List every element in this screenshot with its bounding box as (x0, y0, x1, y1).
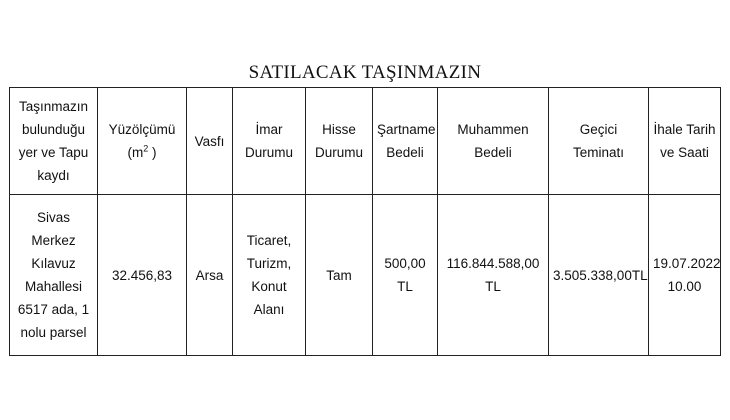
cell-quality: Arsa (187, 195, 233, 356)
table-header-row (10, 88, 721, 195)
table-row (10, 195, 721, 356)
header-zoning: İmar Durumu (233, 88, 306, 195)
header-spec-fee: Şartname Bedeli (373, 88, 438, 195)
property-table (9, 87, 721, 356)
cell-appraised-value: 116.844.588,00 TL (438, 195, 549, 356)
header-area (98, 88, 187, 195)
cell-spec-fee: 500,00 TL (373, 195, 438, 356)
cell-auction-date: 19.07.2022 10.00 (649, 195, 721, 356)
header-location: Taşınmazın bulunduğu yer ve Tapu kaydı (10, 88, 98, 195)
header-appraised-value: Muhammen Bedeli (438, 88, 549, 195)
page-title: SATILACAK TAŞINMAZIN (248, 62, 482, 83)
cell-share: Tam (306, 195, 373, 356)
header-area-unit: ($m^2$ ) (127, 143, 157, 160)
cell-area: 32.456,83 (98, 195, 187, 356)
header-share: Hisse Durumu (306, 88, 373, 195)
cell-zoning: Ticaret, Turizm, Konut Alanı (233, 195, 306, 356)
cell-deposit: 3.505.338,00TL (549, 195, 649, 356)
header-auction-date: İhale Tarih ve Saati (649, 88, 721, 195)
header-deposit: Geçici Teminatı (549, 88, 649, 195)
cell-location: Sivas Merkez Kılavuz Mahallesi 6517 ada, 1 nolu parsel (10, 195, 98, 356)
header-area-label: Yüzölçümü (108, 122, 176, 137)
header-quality: Vasfı (187, 88, 233, 195)
